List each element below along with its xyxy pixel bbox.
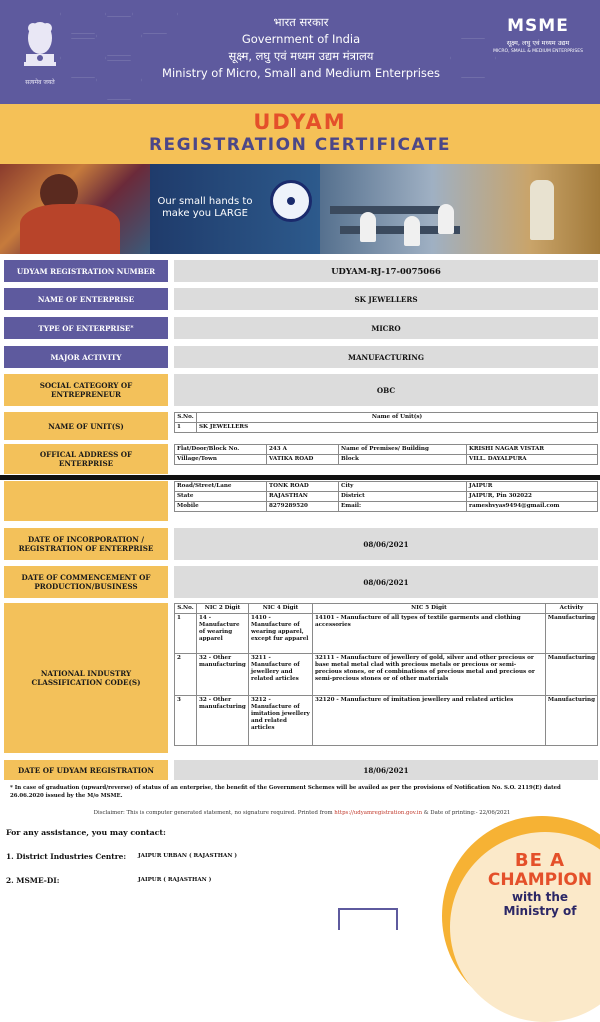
label-major-activity: MAJOR ACTIVITY xyxy=(4,346,168,368)
champion-line-4: Ministry of xyxy=(503,904,577,918)
table-row xyxy=(175,492,598,502)
page-break-bar xyxy=(0,475,600,480)
row-official-address xyxy=(4,444,598,474)
type-footnote-mark: * xyxy=(130,324,134,332)
chakra-icon xyxy=(270,180,312,222)
premises-label: Name of Premises/ Building xyxy=(339,445,467,455)
label-commencement-date: DATE OF COMMENCEMENT OF PRODUCTION/BUSINESS xyxy=(4,566,168,598)
nic-sno: 1 xyxy=(175,614,197,654)
promo-banner xyxy=(0,164,600,254)
nic-2digit: 32 - Other manufacturing xyxy=(197,654,249,696)
block-value: VILL. DAYALPURA xyxy=(467,455,598,465)
nic-4digit: 3212 - Manufacture of imitation jewellery and related articles xyxy=(249,696,313,746)
champion-text xyxy=(470,852,600,918)
gov-english: Government of India xyxy=(241,32,361,46)
government-header xyxy=(0,0,600,104)
row-udyam-date xyxy=(4,760,598,780)
hex-pattern xyxy=(60,38,106,78)
label-official-address-cont xyxy=(4,481,168,521)
row-unit-names xyxy=(4,412,598,440)
hex-pattern xyxy=(60,0,106,34)
nic-5digit: 14101 - Manufacture of all types of textile garments and clothing accessories xyxy=(313,614,546,654)
qr-box xyxy=(338,908,398,930)
dic-value: JAIPUR URBAN ( RAJASTHAN ) xyxy=(138,853,238,859)
nic-col-sno: S.No. xyxy=(175,604,197,614)
unit-name: SK JEWELLERS xyxy=(197,423,598,433)
ministry-english: Ministry of Micro, Small and Medium Enterprises xyxy=(162,66,440,80)
udyam-portal-link[interactable]: https://udyamregistration.gov.in xyxy=(334,810,423,816)
units-col-sno: S.No. xyxy=(175,413,197,423)
graduation-footnote: * In case of graduation (upward/reverse) of status of an enterprise, the benefit of the Government Schemes will be availed as per the provisions of Notification No. S.O. 2119(E) dated 26.06.2020 issued by the M/o MSME. xyxy=(10,785,561,799)
table-row xyxy=(175,696,598,746)
city-label: City xyxy=(339,482,467,492)
road-value: TONK ROAD xyxy=(267,482,339,492)
table-row xyxy=(175,423,598,433)
msme-logo-hindi: सूक्ष्म, लघु एवं मध्यम उद्यम xyxy=(506,39,570,47)
row-official-address-cont xyxy=(4,481,598,521)
gov-hindi: भारत सरकार xyxy=(273,15,329,29)
slogan-line-2: make you LARGE xyxy=(162,208,248,219)
nic-5digit: 32120 - Manufacture of imitation jewellery and related articles xyxy=(313,696,546,746)
district-label: District xyxy=(339,492,467,502)
village-label: Village/Town xyxy=(175,455,267,465)
row-commencement-date xyxy=(4,566,598,598)
flat-label: Flat/Door/Block No. xyxy=(175,445,267,455)
champion-line-2: CHAMPION xyxy=(487,870,593,890)
value-udyam-date: 18/06/2021 xyxy=(174,760,598,780)
label-incorporation-date: DATE OF INCORPORATION / REGISTRATION OF ENTERPRISE xyxy=(4,528,168,560)
ministry-hindi: सूक्ष्म, लघु एवं मध्यम उद्यम मंत्रालय xyxy=(228,49,374,63)
row-incorporation-date xyxy=(4,528,598,560)
row-social-category xyxy=(4,374,598,406)
row-enterprise-type xyxy=(4,317,598,339)
banner-slogan xyxy=(156,196,254,220)
hex-pattern xyxy=(96,16,142,56)
hex-pattern xyxy=(96,60,142,100)
row-enterprise-name xyxy=(4,288,598,310)
label-official-address: OFFICAL ADDRESS OF ENTERPRISE xyxy=(4,444,168,474)
artisan-photo xyxy=(0,164,150,254)
label-enterprise-name: NAME OF ENTERPRISE xyxy=(4,288,168,310)
mobile-label: Mobile xyxy=(175,502,267,512)
table-row xyxy=(175,654,598,696)
row-major-activity xyxy=(4,346,598,368)
state-value: RAJASTHAN xyxy=(267,492,339,502)
label-registration-number: UDYAM REGISTRATION NUMBER xyxy=(4,260,168,282)
nic-4digit: 3211 - Manufacture of jewellery and related articles xyxy=(249,654,313,696)
road-label: Road/Street/Lane xyxy=(175,482,267,492)
table-row xyxy=(175,455,598,465)
national-emblem-icon xyxy=(18,14,62,76)
table-row xyxy=(175,482,598,492)
label-enterprise-type xyxy=(4,317,168,339)
dic-label: 1. District Industries Centre: xyxy=(6,852,127,861)
table-row xyxy=(175,445,598,455)
printing-date: & Date of printing:- 22/06/2021 xyxy=(423,810,511,816)
government-title xyxy=(140,14,462,82)
msme-logo-mark: MSME xyxy=(507,16,569,36)
table-row xyxy=(175,614,598,654)
label-udyam-date: DATE OF UDYAM REGISTRATION xyxy=(4,760,168,780)
value-enterprise-name: SK JEWELLERS xyxy=(174,288,598,310)
value-incorporation-date: 08/06/2021 xyxy=(174,528,598,560)
certificate-title-band xyxy=(0,104,600,164)
value-registration-number: UDYAM-RJ-17-0075066 xyxy=(174,260,598,282)
label-unit-names: NAME OF UNIT(S) xyxy=(4,412,168,440)
nic-2digit: 14 - Manufacture of wearing apparel xyxy=(197,614,249,654)
units-header-row xyxy=(175,413,598,423)
email-label: Email: xyxy=(339,502,467,512)
banner-slogan-panel xyxy=(150,164,320,254)
nic-sno: 2 xyxy=(175,654,197,696)
label-nic-codes: NATIONAL INDUSTRY CLASSIFICATION CODE(S) xyxy=(4,603,168,753)
table-row xyxy=(175,502,598,512)
champion-line-3: with the xyxy=(511,890,569,904)
emblem-motto: सत्यमेव जयते xyxy=(25,79,55,86)
nic-col-2digit: NIC 2 Digit xyxy=(197,604,249,614)
label-social-category: SOCIAL CATEGORY OF ENTREPRENEUR xyxy=(4,374,168,406)
assistance-heading: For any assistance, you may contact: xyxy=(6,828,166,837)
title-registration-certificate: REGISTRATION CERTIFICATE xyxy=(148,135,452,155)
nic-activity: Manufacturing xyxy=(545,614,597,654)
nic-5digit: 32111 - Manufacture of jewellery of gold, silver and other precious or base metal metal clad with precious metals or precious or semi-precious stones, or of combinations of precious metal and precious or semi-precious stones or of other materials xyxy=(313,654,546,696)
value-commencement-date: 08/06/2021 xyxy=(174,566,598,598)
nic-activity: Manufacturing xyxy=(545,654,597,696)
address-table-bottom xyxy=(174,481,598,512)
district-value: JAIPUR, Pin 302022 xyxy=(467,492,598,502)
address-table-top xyxy=(174,444,598,465)
champion-line-1: BE A xyxy=(514,850,566,871)
nic-col-4digit: NIC 4 Digit xyxy=(249,604,313,614)
msme-logo xyxy=(490,16,586,55)
disclaimer xyxy=(10,810,594,817)
msme-di-label: 2. MSME-DI: xyxy=(6,876,60,885)
nic-sno: 3 xyxy=(175,696,197,746)
village-value: VATIKA ROAD xyxy=(267,455,339,465)
state-label: State xyxy=(175,492,267,502)
row-nic-codes xyxy=(4,603,598,753)
value-enterprise-type: MICRO xyxy=(174,317,598,339)
block-label: Block xyxy=(339,455,467,465)
title-udyam: UDYAM xyxy=(253,110,347,134)
msme-di-value: JAIPUR ( RAJASTHAN ) xyxy=(138,877,212,883)
mobile-value: 8279289520 xyxy=(267,502,339,512)
nic-col-activity: Activity xyxy=(545,604,597,614)
nic-4digit: 1410 - Manufacture of wearing apparel, except fur apparel xyxy=(249,614,313,654)
nic-2digit: 32 - Other manufacturing xyxy=(197,696,249,746)
units-col-name: Name of Unit(s) xyxy=(197,413,598,423)
city-value: JAIPUR xyxy=(467,482,598,492)
nic-header-row xyxy=(175,604,598,614)
nic-activity: Manufacturing xyxy=(545,696,597,746)
premises-value: KRISHI NAGAR VISTAR xyxy=(467,445,598,455)
row-registration-number xyxy=(4,260,598,282)
value-major-activity: MANUFACTURING xyxy=(174,346,598,368)
nic-table xyxy=(174,603,598,746)
value-social-category: OBC xyxy=(174,374,598,406)
msme-logo-english: MICRO, SMALL & MEDIUM ENTERPRISES xyxy=(493,49,583,54)
disclaimer-text: Disclaimer: This is computer generated statement, no signature required. Printed from xyxy=(93,810,333,816)
flat-value: 243 A xyxy=(267,445,339,455)
label-enterprise-type-text: TYPE OF ENTERPRISE xyxy=(38,323,131,333)
office-photo xyxy=(320,164,600,254)
email-value: rameshvyas9494@gmail.com xyxy=(467,502,598,512)
nic-col-5digit: NIC 5 Digit xyxy=(313,604,546,614)
units-table xyxy=(174,412,598,433)
unit-sno: 1 xyxy=(175,423,197,433)
slogan-line-1: Our small hands to xyxy=(157,196,253,207)
